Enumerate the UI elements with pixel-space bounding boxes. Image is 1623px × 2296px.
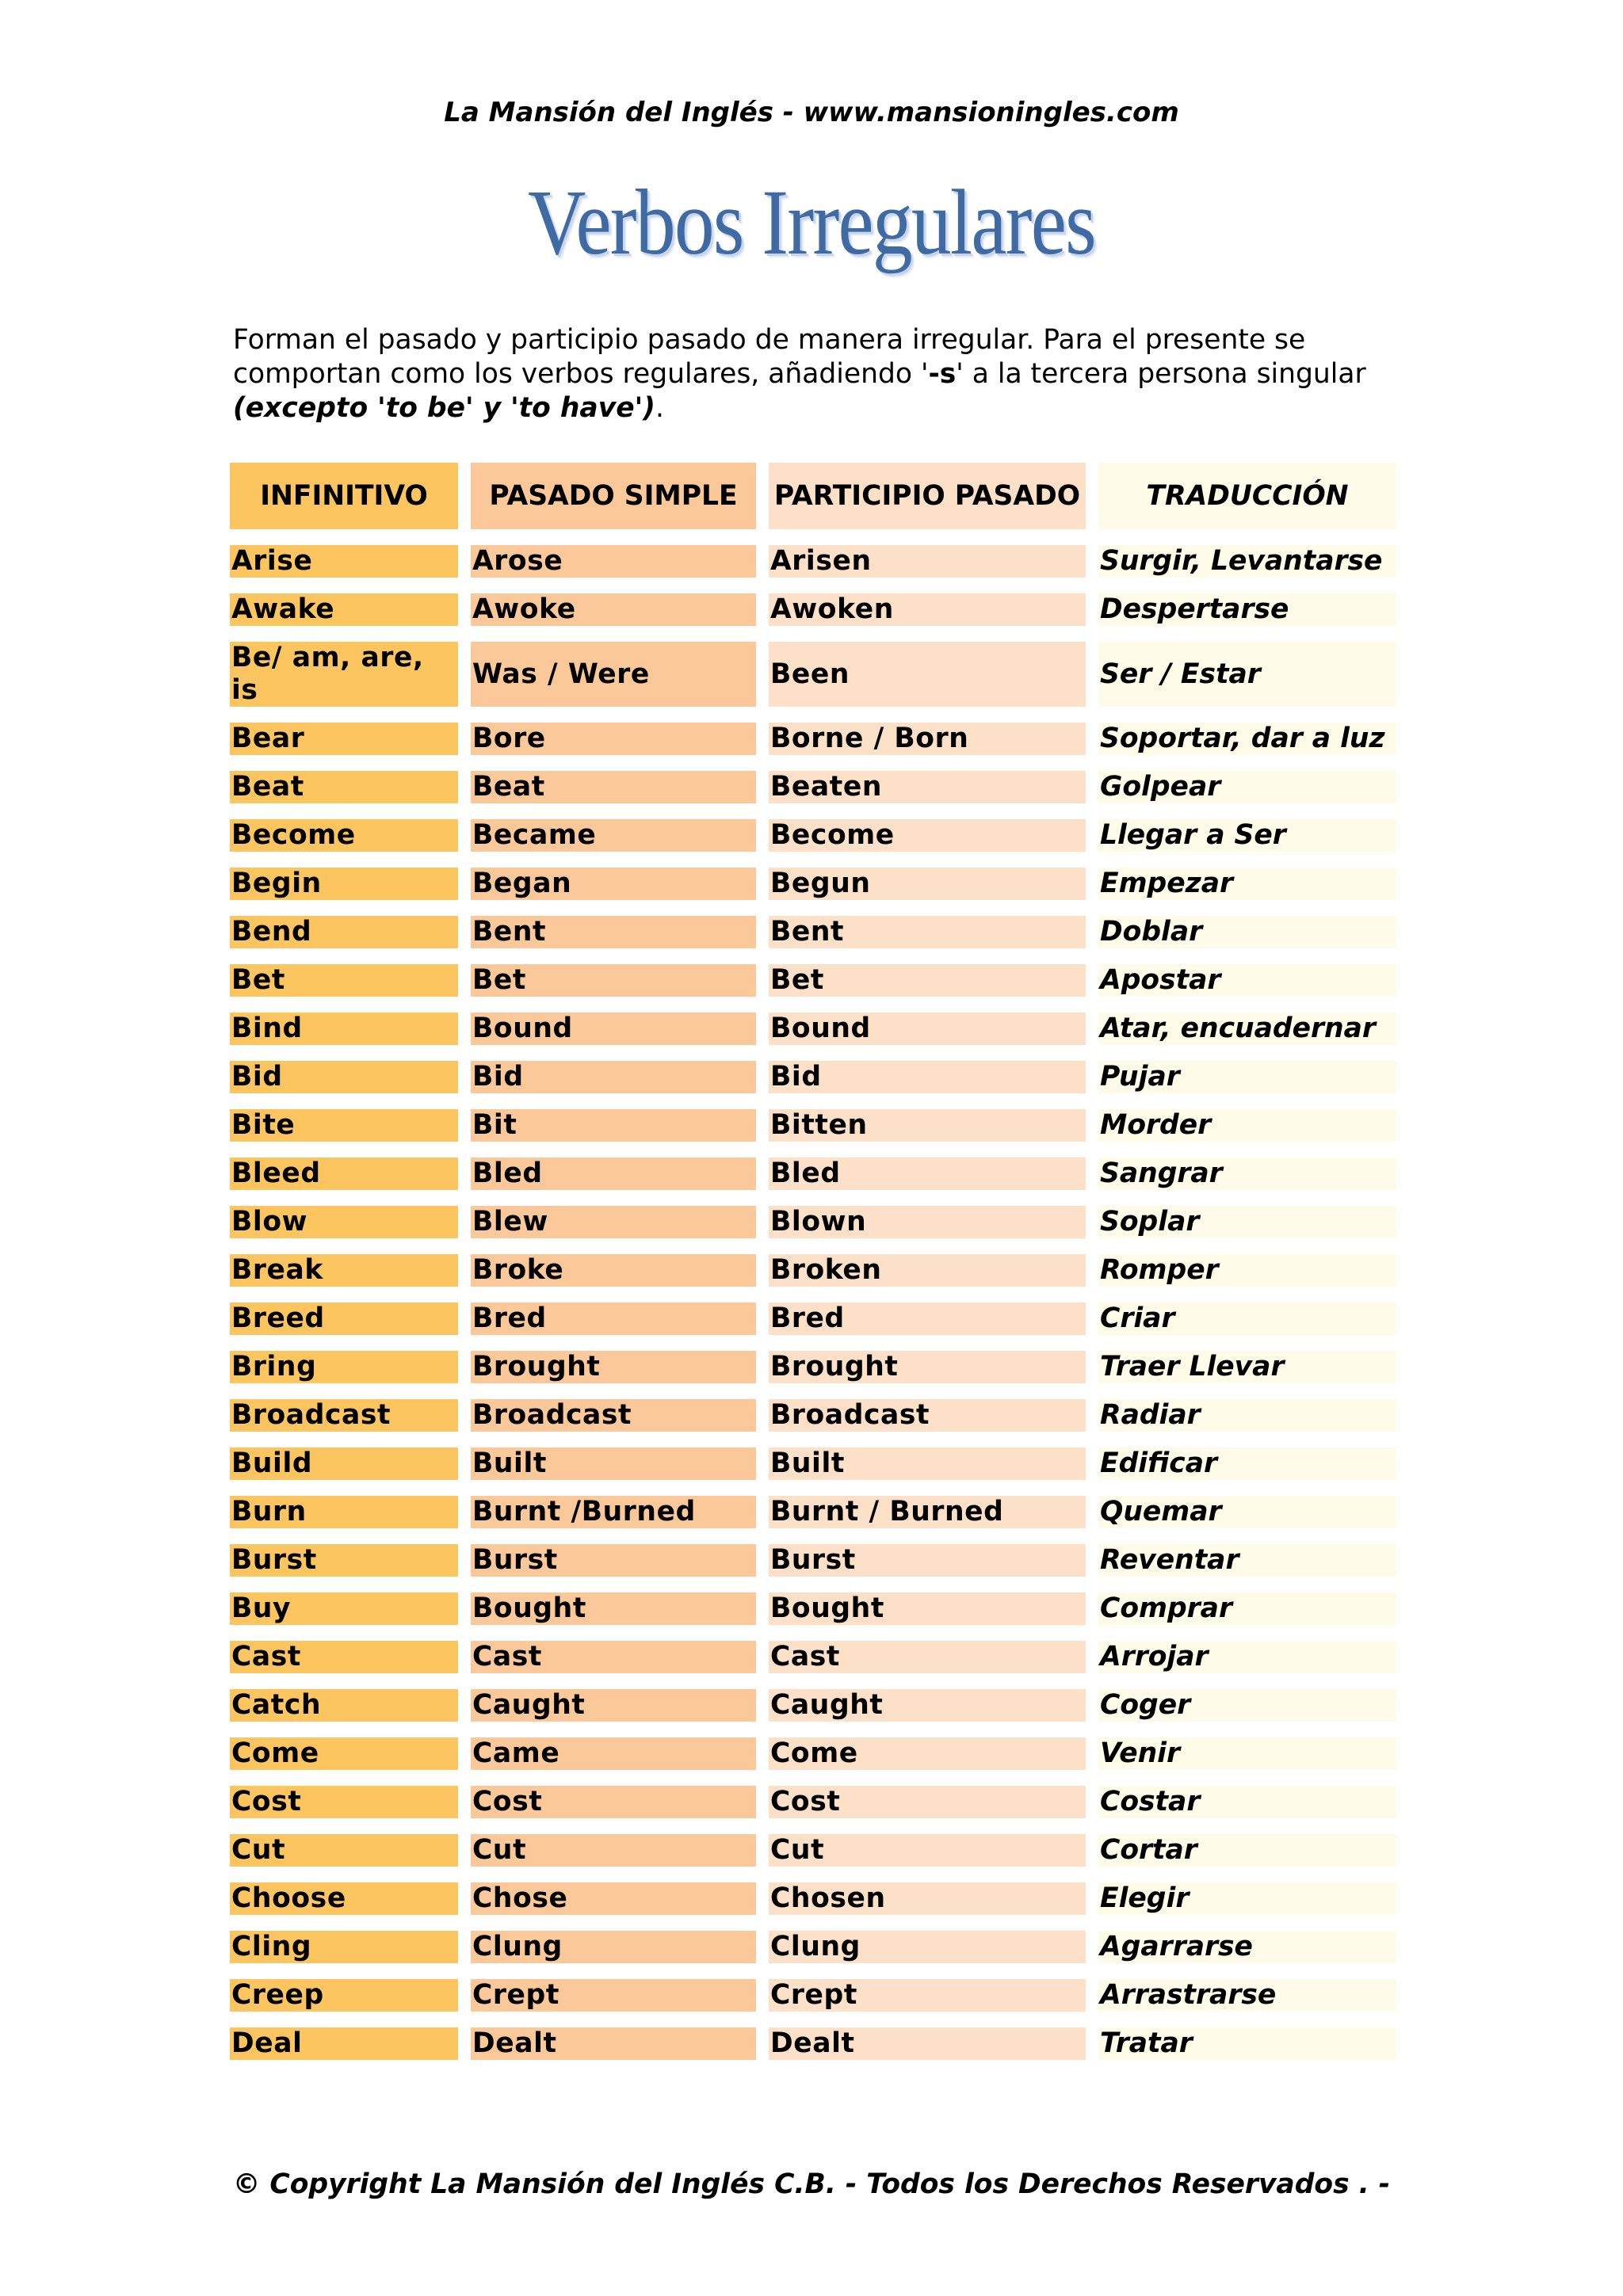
table-row bbox=[230, 1158, 1396, 1190]
header-infinitivo: INFINITIVO bbox=[230, 463, 458, 529]
translation-cell: Soplar bbox=[1098, 1206, 1396, 1238]
table-row bbox=[230, 545, 1396, 578]
table-row bbox=[230, 1834, 1396, 1867]
past-simple-cell: Clung bbox=[471, 1931, 756, 1963]
past-participle-cell: Built bbox=[769, 1447, 1086, 1480]
past-simple-cell: Became bbox=[471, 819, 756, 852]
table-row bbox=[230, 916, 1396, 948]
translation-cell: Traer Llevar bbox=[1098, 1351, 1396, 1383]
infinitive-cell: Cast bbox=[230, 1641, 458, 1673]
past-simple-cell: Broke bbox=[471, 1254, 756, 1287]
translation-cell: Reventar bbox=[1098, 1544, 1396, 1577]
past-participle-cell: Arisen bbox=[769, 545, 1086, 578]
infinitive-cell: Catch bbox=[230, 1689, 458, 1722]
past-simple-cell: Brought bbox=[471, 1351, 756, 1383]
past-simple-cell: Began bbox=[471, 868, 756, 900]
past-simple-cell: Broadcast bbox=[471, 1399, 756, 1432]
past-simple-cell: Crept bbox=[471, 1979, 756, 2012]
infinitive-cell: Creep bbox=[230, 1979, 458, 2012]
infinitive-cell: Be/ am, are, is bbox=[230, 642, 458, 707]
translation-cell: Quemar bbox=[1098, 1496, 1396, 1528]
past-participle-cell: Cast bbox=[769, 1641, 1086, 1673]
verbs-table bbox=[217, 447, 1409, 2076]
past-simple-cell: Bit bbox=[471, 1109, 756, 1142]
past-simple-cell: Blew bbox=[471, 1206, 756, 1238]
past-simple-cell: Cost bbox=[471, 1786, 756, 1818]
past-participle-cell: Broadcast bbox=[769, 1399, 1086, 1432]
infinitive-cell: Break bbox=[230, 1254, 458, 1287]
page-title: Verbos Irregulares bbox=[528, 170, 1095, 274]
past-participle-cell: Bought bbox=[769, 1592, 1086, 1625]
translation-cell: Coger bbox=[1098, 1689, 1396, 1722]
infinitive-cell: Bleed bbox=[230, 1158, 458, 1190]
translation-cell: Surgir, Levantarse bbox=[1098, 545, 1396, 578]
past-simple-cell: Bred bbox=[471, 1302, 756, 1335]
table-row bbox=[230, 1109, 1396, 1142]
past-participle-cell: Burst bbox=[769, 1544, 1086, 1577]
translation-cell: Edificar bbox=[1098, 1447, 1396, 1480]
translation-cell: Comprar bbox=[1098, 1592, 1396, 1625]
infinitive-cell: Burn bbox=[230, 1496, 458, 1528]
verbs-table-container bbox=[230, 463, 1393, 2060]
table-row bbox=[230, 1302, 1396, 1335]
past-participle-cell: Chosen bbox=[769, 1882, 1086, 1915]
infinitive-cell: Cling bbox=[230, 1931, 458, 1963]
past-simple-cell: Built bbox=[471, 1447, 756, 1480]
infinitive-cell: Bind bbox=[230, 1013, 458, 1045]
infinitive-cell: Begin bbox=[230, 868, 458, 900]
infinitive-cell: Beat bbox=[230, 771, 458, 803]
header-pasado-simple: PASADO SIMPLE bbox=[471, 463, 756, 529]
translation-cell: Despertarse bbox=[1098, 593, 1396, 626]
intro-end: . bbox=[655, 392, 664, 424]
table-header-row bbox=[230, 463, 1396, 529]
table-body bbox=[230, 545, 1396, 2060]
infinitive-cell: Deal bbox=[230, 2027, 458, 2060]
translation-cell: Costar bbox=[1098, 1786, 1396, 1818]
past-participle-cell: Become bbox=[769, 819, 1086, 852]
infinitive-cell: Cut bbox=[230, 1834, 458, 1867]
infinitive-cell: Build bbox=[230, 1447, 458, 1480]
infinitive-cell: Burst bbox=[230, 1544, 458, 1577]
translation-cell: Elegir bbox=[1098, 1882, 1396, 1915]
header-participio-pasado: PARTICIPIO PASADO bbox=[769, 463, 1086, 529]
table-row bbox=[230, 1061, 1396, 1093]
header-traduccion: TRADUCCIÓN bbox=[1098, 463, 1396, 529]
infinitive-cell: Broadcast bbox=[230, 1399, 458, 1432]
translation-cell: Romper bbox=[1098, 1254, 1396, 1287]
past-participle-cell: Borne / Born bbox=[769, 723, 1086, 755]
infinitive-cell: Breed bbox=[230, 1302, 458, 1335]
past-simple-cell: Burst bbox=[471, 1544, 756, 1577]
page-header: La Mansión del Inglés - www.mansioningles.com bbox=[444, 97, 1179, 128]
table-row bbox=[230, 1447, 1396, 1480]
past-participle-cell: Blown bbox=[769, 1206, 1086, 1238]
past-participle-cell: Burnt / Burned bbox=[769, 1496, 1086, 1528]
infinitive-cell: Become bbox=[230, 819, 458, 852]
translation-cell: Golpear bbox=[1098, 771, 1396, 803]
translation-cell: Arrastrarse bbox=[1098, 1979, 1396, 2012]
past-participle-cell: Bound bbox=[769, 1013, 1086, 1045]
translation-cell: Llegar a Ser bbox=[1098, 819, 1396, 852]
translation-cell: Arrojar bbox=[1098, 1641, 1396, 1673]
translation-cell: Tratar bbox=[1098, 2027, 1396, 2060]
past-participle-cell: Bet bbox=[769, 964, 1086, 997]
past-simple-cell: Bid bbox=[471, 1061, 756, 1093]
past-participle-cell: Come bbox=[769, 1737, 1086, 1770]
infinitive-cell: Buy bbox=[230, 1592, 458, 1625]
translation-cell: Venir bbox=[1098, 1737, 1396, 1770]
past-simple-cell: Bent bbox=[471, 916, 756, 948]
copyright-footer: © Copyright La Mansión del Inglés C.B. - Todos los Derechos Reservados . - bbox=[232, 2168, 1391, 2200]
translation-cell: Ser / Estar bbox=[1098, 642, 1396, 707]
past-participle-cell: Brought bbox=[769, 1351, 1086, 1383]
translation-cell: Agarrarse bbox=[1098, 1931, 1396, 1963]
past-simple-cell: Cut bbox=[471, 1834, 756, 1867]
past-participle-cell: Bred bbox=[769, 1302, 1086, 1335]
intro-note: (excepto 'to be' y 'to have') bbox=[233, 392, 655, 424]
past-simple-cell: Chose bbox=[471, 1882, 756, 1915]
past-simple-cell: Cast bbox=[471, 1641, 756, 1673]
past-participle-cell: Dealt bbox=[769, 2027, 1086, 2060]
past-participle-cell: Caught bbox=[769, 1689, 1086, 1722]
translation-cell: Morder bbox=[1098, 1109, 1396, 1142]
table-row bbox=[230, 1592, 1396, 1625]
past-simple-cell: Beat bbox=[471, 771, 756, 803]
past-participle-cell: Broken bbox=[769, 1254, 1086, 1287]
past-simple-cell: Came bbox=[471, 1737, 756, 1770]
past-simple-cell: Caught bbox=[471, 1689, 756, 1722]
translation-cell: Sangrar bbox=[1098, 1158, 1396, 1190]
table-row bbox=[230, 1641, 1396, 1673]
past-simple-cell: Bled bbox=[471, 1158, 756, 1190]
infinitive-cell: Come bbox=[230, 1737, 458, 1770]
table-row bbox=[230, 2027, 1396, 2060]
past-participle-cell: Cut bbox=[769, 1834, 1086, 1867]
translation-cell: Empezar bbox=[1098, 868, 1396, 900]
past-participle-cell: Crept bbox=[769, 1979, 1086, 2012]
table-row bbox=[230, 1013, 1396, 1045]
table-row bbox=[230, 964, 1396, 997]
infinitive-cell: Awake bbox=[230, 593, 458, 626]
table-row bbox=[230, 771, 1396, 803]
past-participle-cell: Beaten bbox=[769, 771, 1086, 803]
infinitive-cell: Bring bbox=[230, 1351, 458, 1383]
infinitive-cell: Arise bbox=[230, 545, 458, 578]
translation-cell: Criar bbox=[1098, 1302, 1396, 1335]
table-row bbox=[230, 1979, 1396, 2012]
table-row bbox=[230, 1399, 1396, 1432]
table-row bbox=[230, 1737, 1396, 1770]
past-participle-cell: Been bbox=[769, 642, 1086, 707]
table-row bbox=[230, 819, 1396, 852]
table-row bbox=[230, 1544, 1396, 1577]
past-simple-cell: Bound bbox=[471, 1013, 756, 1045]
table-row bbox=[230, 1882, 1396, 1915]
past-simple-cell: Arose bbox=[471, 545, 756, 578]
past-simple-cell: Awoke bbox=[471, 593, 756, 626]
past-participle-cell: Bled bbox=[769, 1158, 1086, 1190]
table-row bbox=[230, 723, 1396, 755]
past-simple-cell: Bet bbox=[471, 964, 756, 997]
table-row bbox=[230, 1931, 1396, 1963]
past-participle-cell: Begun bbox=[769, 868, 1086, 900]
past-participle-cell: Awoken bbox=[769, 593, 1086, 626]
translation-cell: Radiar bbox=[1098, 1399, 1396, 1432]
past-simple-cell: Dealt bbox=[471, 2027, 756, 2060]
past-participle-cell: Cost bbox=[769, 1786, 1086, 1818]
intro-text-2: ' a la tercera persona singular bbox=[956, 358, 1366, 390]
infinitive-cell: Choose bbox=[230, 1882, 458, 1915]
translation-cell: Cortar bbox=[1098, 1834, 1396, 1867]
table-row bbox=[230, 1786, 1396, 1818]
past-participle-cell: Bitten bbox=[769, 1109, 1086, 1142]
translation-cell: Apostar bbox=[1098, 964, 1396, 997]
past-participle-cell: Clung bbox=[769, 1931, 1086, 1963]
table-row bbox=[230, 593, 1396, 626]
infinitive-cell: Bear bbox=[230, 723, 458, 755]
past-participle-cell: Bent bbox=[769, 916, 1086, 948]
past-simple-cell: Burnt /Burned bbox=[471, 1496, 756, 1528]
intro-paragraph bbox=[233, 323, 1398, 425]
table-row bbox=[230, 1254, 1396, 1287]
infinitive-cell: Cost bbox=[230, 1786, 458, 1818]
table-row bbox=[230, 1496, 1396, 1528]
table-row bbox=[230, 1351, 1396, 1383]
intro-suffix: -s bbox=[928, 358, 957, 390]
translation-cell: Soportar, dar a luz bbox=[1098, 723, 1396, 755]
table-row bbox=[230, 1206, 1396, 1238]
table-row bbox=[230, 868, 1396, 900]
past-simple-cell: Bore bbox=[471, 723, 756, 755]
intro-text-1: Forman el pasado y participio pasado de manera irregular. Para el presente se comportan como los verbos regulares, añadiendo ' bbox=[233, 324, 1306, 390]
infinitive-cell: Bid bbox=[230, 1061, 458, 1093]
infinitive-cell: Bend bbox=[230, 916, 458, 948]
translation-cell: Doblar bbox=[1098, 916, 1396, 948]
table-row bbox=[230, 1689, 1396, 1722]
infinitive-cell: Bite bbox=[230, 1109, 458, 1142]
past-simple-cell: Bought bbox=[471, 1592, 756, 1625]
infinitive-cell: Blow bbox=[230, 1206, 458, 1238]
translation-cell: Atar, encuadernar bbox=[1098, 1013, 1396, 1045]
past-participle-cell: Bid bbox=[769, 1061, 1086, 1093]
infinitive-cell: Bet bbox=[230, 964, 458, 997]
table-row bbox=[230, 642, 1396, 707]
translation-cell: Pujar bbox=[1098, 1061, 1396, 1093]
past-simple-cell: Was / Were bbox=[471, 642, 756, 707]
